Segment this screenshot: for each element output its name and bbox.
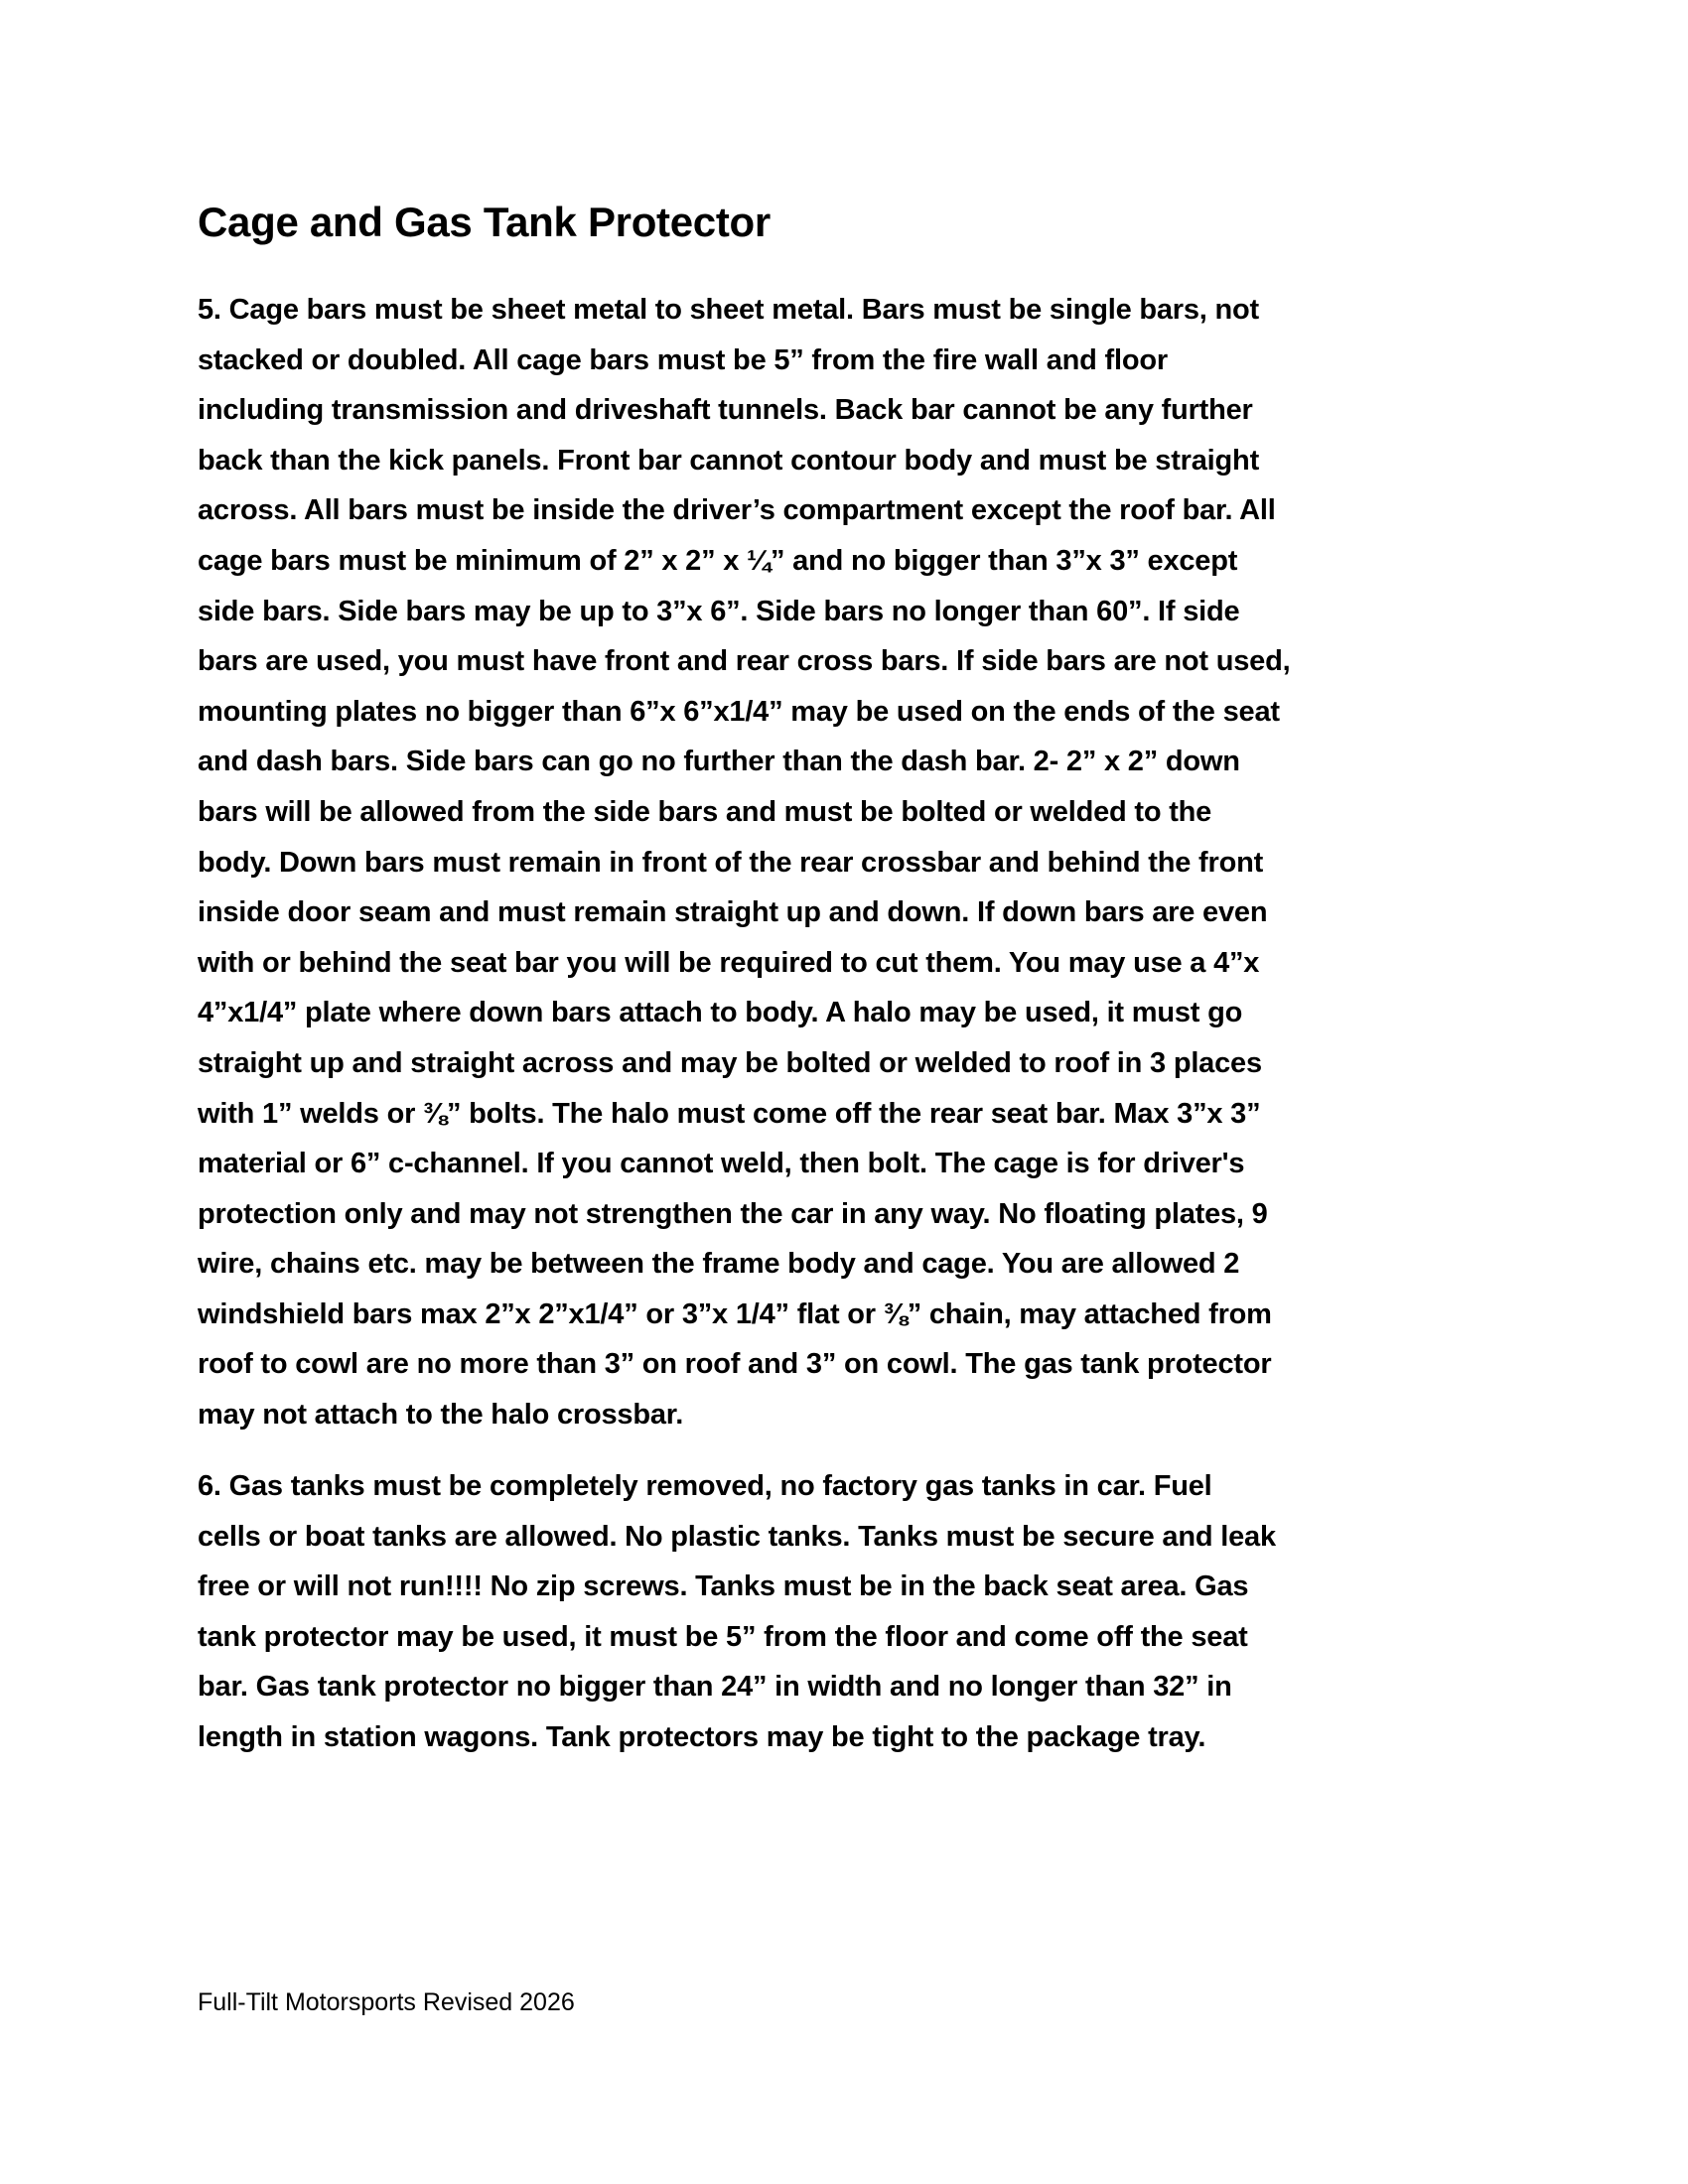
text-line: bar. Gas tank protector no bigger than 24” in width and no longer than 32” in	[198, 1671, 1232, 1704]
text-line: mounting plates no bigger than 6”x 6”x1/4” may be used on the ends of the seat	[198, 695, 1280, 728]
text-line: inside door seam and must remain straight up and down. If down bars are even	[198, 896, 1268, 929]
text-line: length in station wagons. Tank protectors may be tight to the package tray.	[198, 1720, 1206, 1753]
text-line: tank protector may be used, it must be 5” from the floor and come off the seat	[198, 1620, 1248, 1653]
text-line: bars are used, you must have front and rear cross bars. If side bars are not used,	[198, 645, 1291, 678]
rule-5-paragraph	[198, 285, 1508, 1440]
text-line: 6. Gas tanks must be completely removed, no factory gas tanks in car. Fuel	[198, 1470, 1212, 1502]
text-line: side bars. Side bars may be up to 3”x 6”. Side bars no longer than 60”. If side	[198, 595, 1240, 627]
text-line: bars will be allowed from the side bars and must be bolted or welded to the	[198, 795, 1212, 828]
text-line: 4”x1/4” plate where down bars attach to body. A halo may be used, it must go	[198, 997, 1243, 1029]
text-line: may not attach to the halo crossbar.	[198, 1399, 684, 1432]
text-line: straight up and straight across and may be bolted or welded to roof in 3 places	[198, 1046, 1262, 1079]
rule-6-paragraph	[198, 1461, 1508, 1763]
text-line: 5. Cage bars must be sheet metal to sheet metal. Bars must be single bars, not	[198, 294, 1260, 326]
text-line: including transmission and driveshaft tunnels. Back bar cannot be any further	[198, 394, 1253, 427]
text-line: roof to cowl are no more than 3” on roof and 3” on cowl. The gas tank protector	[198, 1348, 1272, 1381]
page-title: Cage and Gas Tank Protector	[198, 199, 771, 245]
text-line: protection only and may not strengthen the car in any way. No floating plates, 9	[198, 1197, 1268, 1230]
text-line: cells or boat tanks are allowed. No plastic tanks. Tanks must be secure and leak	[198, 1520, 1276, 1553]
text-line: body. Down bars must remain in front of the rear crossbar and behind the front	[198, 846, 1264, 879]
text-line: back than the kick panels. Front bar cannot contour body and must be straight	[198, 444, 1260, 477]
text-line: with or behind the seat bar you will be required to cut them. You may use a 4”x	[198, 946, 1260, 979]
text-line: across. All bars must be inside the driver’s compartment except the roof bar. All	[198, 494, 1276, 527]
page-footer: Full-Tilt Motorsports Revised 2026	[198, 1988, 575, 2016]
text-line: with 1” welds or ⅜” bolts. The halo must come off the rear seat bar. Max 3”x 3”	[198, 1097, 1261, 1130]
text-line: and dash bars. Side bars can go no further than the dash bar. 2- 2” x 2” down	[198, 746, 1240, 778]
text-line: material or 6” c-channel. If you cannot weld, then bolt. The cage is for driver's	[198, 1148, 1245, 1180]
text-line: stacked or doubled. All cage bars must be 5” from the fire wall and floor	[198, 343, 1168, 376]
text-line: cage bars must be minimum of 2” x 2” x ¼” and no bigger than 3”x 3” except	[198, 544, 1238, 577]
text-line: windshield bars max 2”x 2”x1/4” or 3”x 1/4” flat or ⅜” chain, may attached from	[198, 1297, 1272, 1330]
text-line: free or will not run!!!! No zip screws. Tanks must be in the back seat area. Gas	[198, 1570, 1249, 1603]
text-line: wire, chains etc. may be between the frame body and cage. You are allowed 2	[198, 1248, 1240, 1281]
